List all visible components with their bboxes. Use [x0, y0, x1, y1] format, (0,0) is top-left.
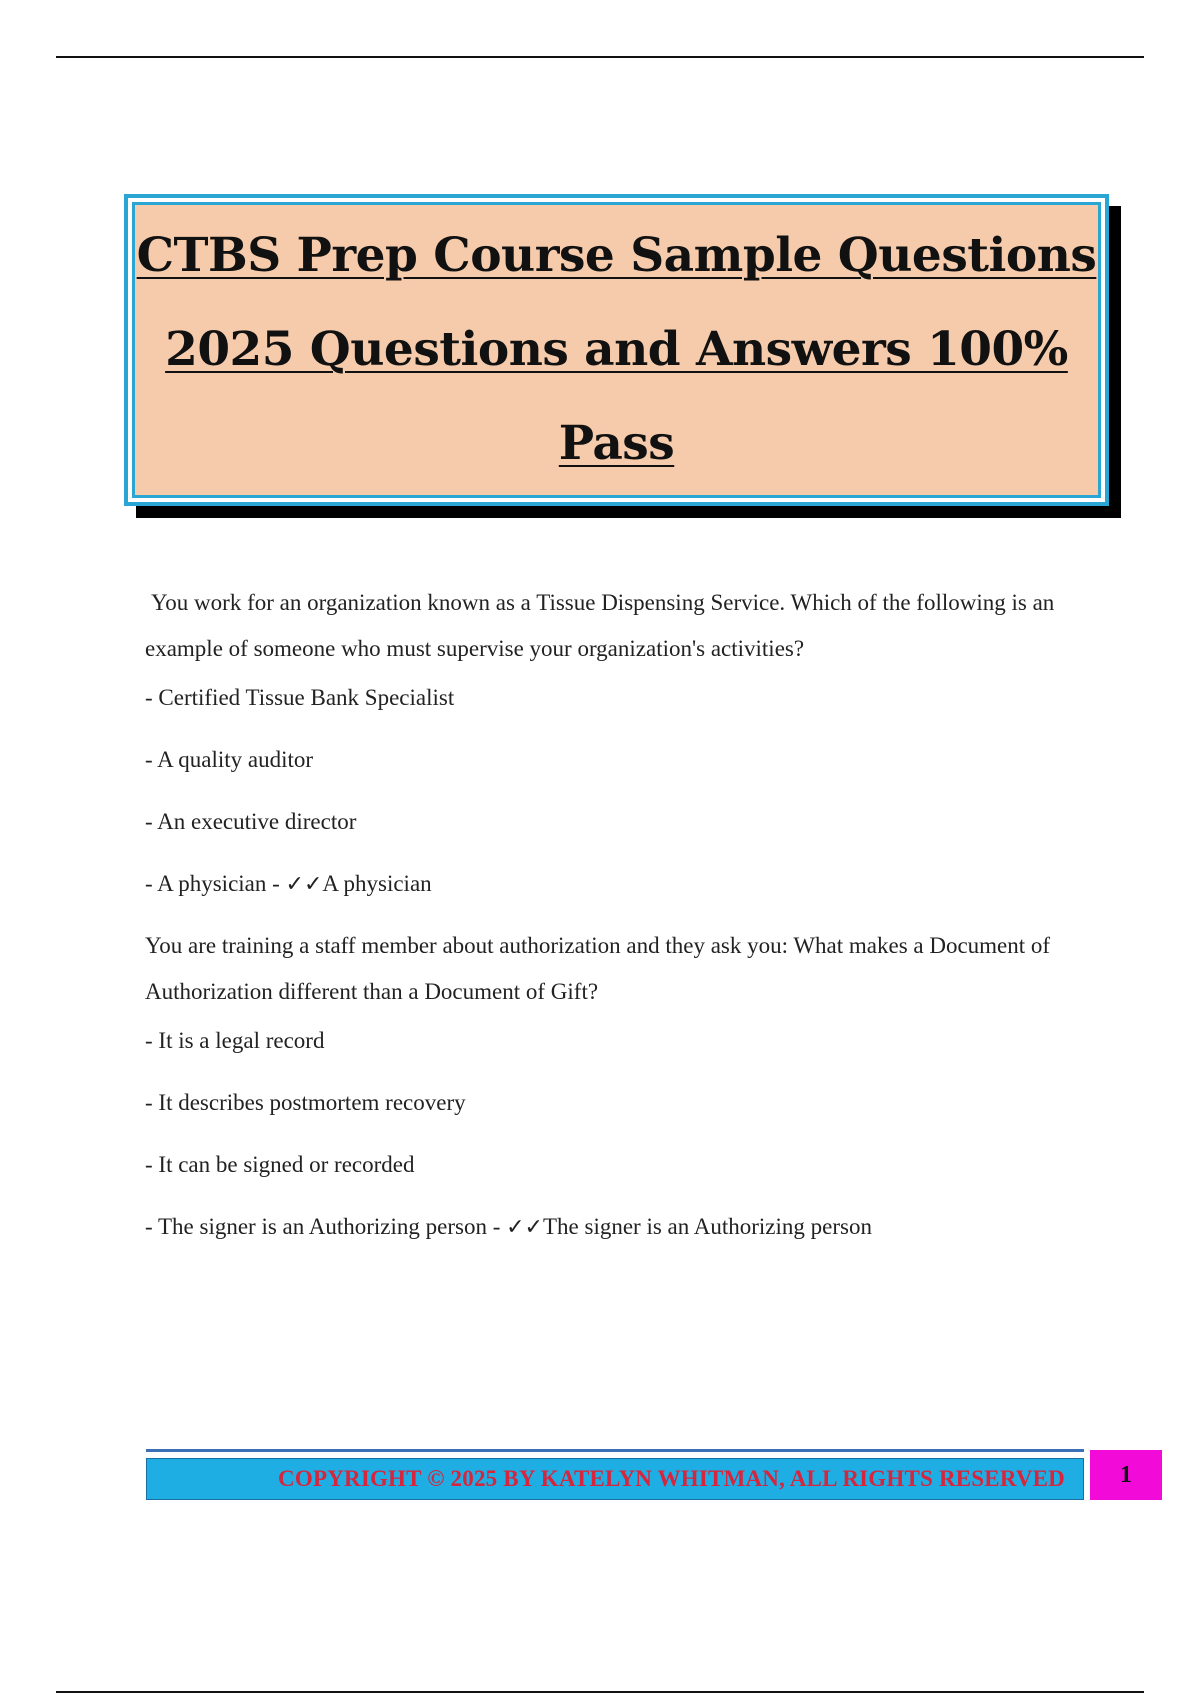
title-line-3: Pass — [558, 416, 675, 471]
question-block-1 — [145, 580, 1105, 899]
option-2c: - It can be signed or recorded — [145, 1152, 415, 1177]
top-rule — [56, 56, 1144, 58]
page-number: 1 — [1120, 1461, 1132, 1488]
page-number-box — [1090, 1450, 1162, 1500]
document-body — [145, 580, 1105, 1272]
bottom-rule — [56, 1691, 1144, 1693]
answer-1: A physician — [322, 871, 432, 896]
option-2b: - It describes postmortem recovery — [145, 1090, 466, 1115]
footer-bar — [146, 1458, 1084, 1500]
option-2d — [145, 1213, 1105, 1242]
question-text-2: You are training a staff member about authorization and they ask you: What makes a Document of Authorization different than a Document of Gift? — [145, 933, 1051, 1004]
title-box — [124, 194, 1109, 506]
title-box-inner — [132, 202, 1101, 498]
option-1b: - A quality auditor — [145, 747, 314, 772]
title-line-2: 2025 Questions and Answers 100% — [165, 322, 1068, 377]
answer-2: The signer is an Authorizing person — [543, 1214, 872, 1239]
option-1c: - An executive director — [145, 809, 357, 834]
footer-rule — [146, 1449, 1084, 1452]
double-check-icon: ✓✓ — [285, 872, 323, 897]
option-1a: - Certified Tissue Bank Specialist — [145, 685, 455, 710]
option-1d — [145, 870, 1105, 899]
option-1d-text: - A physician - — [145, 871, 286, 896]
question-text-1: You work for an organization known as a Tissue Dispensing Service. Which of the following is an example of someone who must supervise your organization's activities? — [145, 590, 1055, 661]
copyright-text: COPYRIGHT © 2025 BY KATELYN WHITMAN, ALL RIGHTS RESERVED — [278, 1466, 1065, 1491]
question-block-2 — [145, 923, 1105, 1242]
double-check-icon: ✓✓ — [506, 1215, 543, 1240]
option-2d-text: - The signer is an Authorizing person - — [145, 1214, 507, 1239]
option-2a: - It is a legal record — [145, 1028, 325, 1053]
title-line-1: CTBS Prep Course Sample Questions — [136, 228, 1097, 283]
